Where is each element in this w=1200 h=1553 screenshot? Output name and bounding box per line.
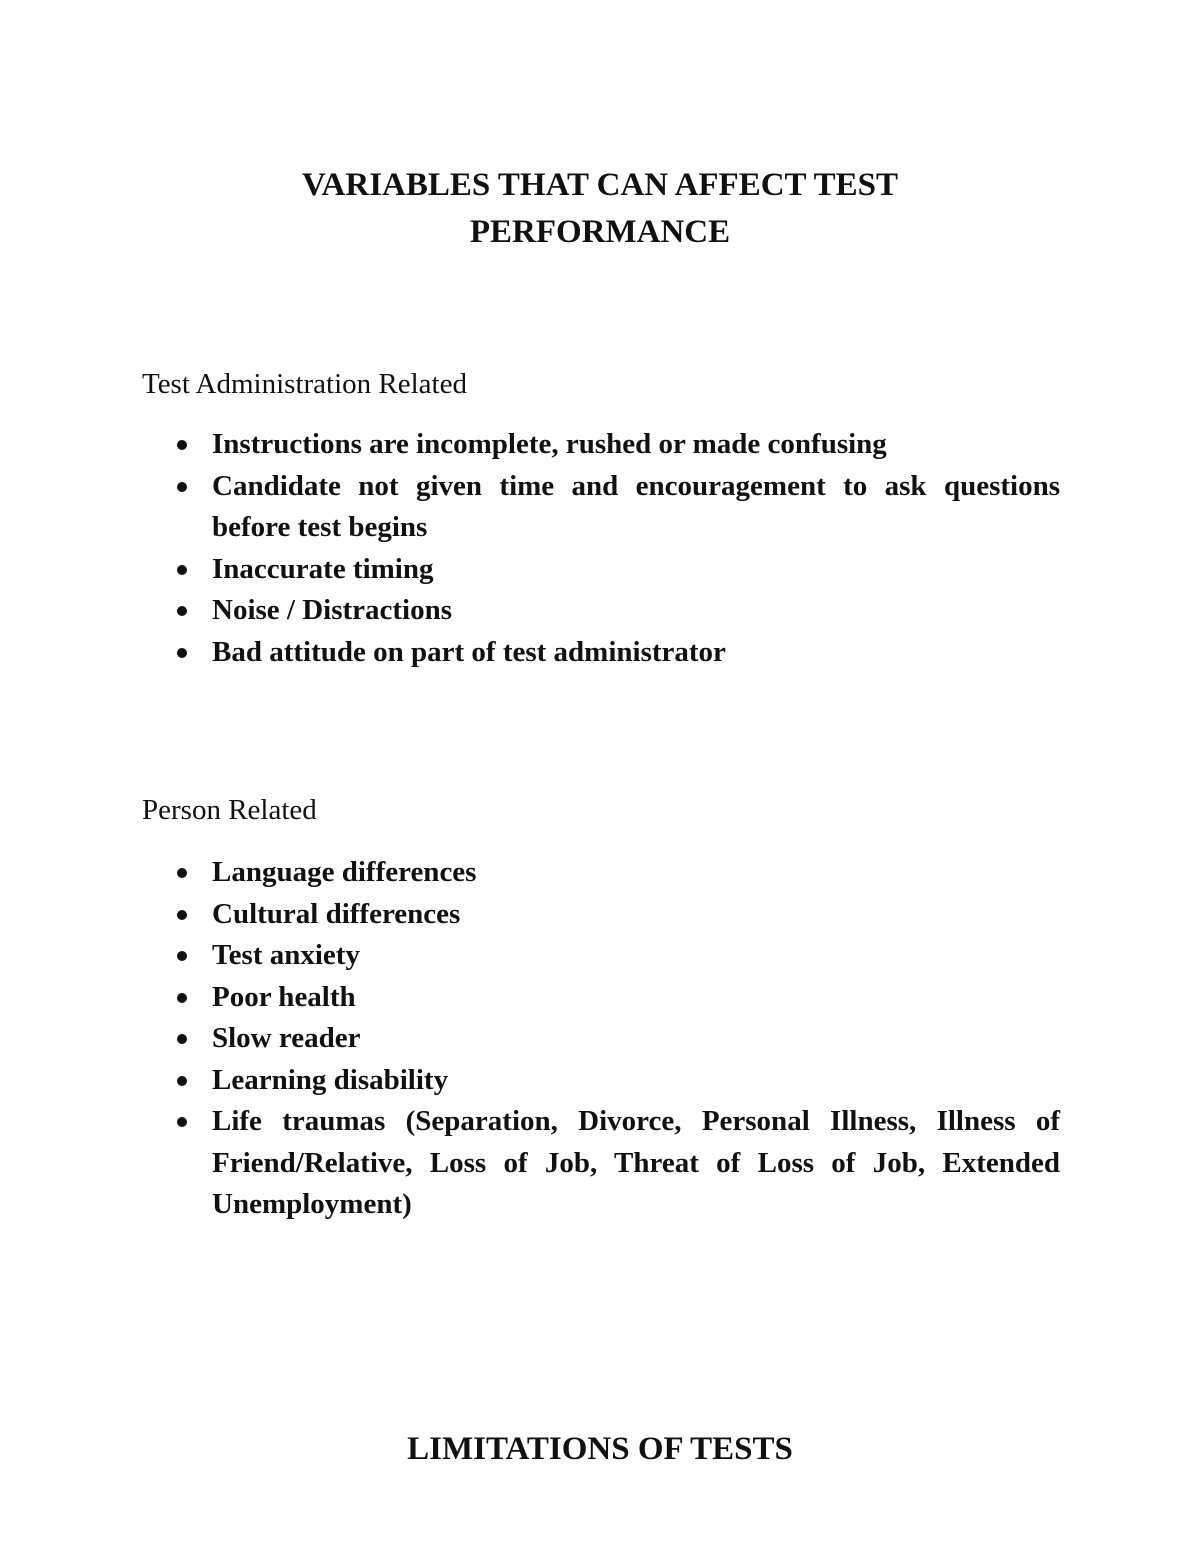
list-item bbox=[212, 894, 1060, 936]
list-item bbox=[212, 1060, 1060, 1102]
limitations-section-title: LIMITATIONS OF TESTS bbox=[407, 1431, 793, 1468]
page-title-line-1: VARIABLES THAT CAN AFFECT TEST bbox=[301, 167, 899, 204]
person-related-list bbox=[212, 852, 1060, 1226]
list-item-text: Test anxiety bbox=[212, 939, 360, 971]
bullet-icon bbox=[177, 440, 187, 450]
list-item bbox=[212, 977, 1060, 1019]
bullet-icon bbox=[177, 1034, 187, 1044]
bullet-icon bbox=[177, 910, 187, 920]
list-item-text: Noise / Distractions bbox=[212, 594, 453, 626]
list-item-text: Inaccurate timing bbox=[212, 552, 434, 585]
bullet-icon bbox=[177, 1076, 187, 1086]
list-item-text: Life traumas (Separation, Divorce, Personal Illness, Illness of Friend/Relative, Loss of Job, Threat of Loss of Job, Extended Unemployment) bbox=[212, 1105, 1060, 1220]
list-item bbox=[212, 632, 1060, 674]
list-item-text: Language differences bbox=[212, 856, 477, 888]
section-heading-test-administration: Test Administration Related bbox=[142, 368, 467, 400]
page-title-line-2: PERFORMANCE bbox=[469, 214, 731, 251]
bullet-icon bbox=[177, 868, 187, 878]
list-item-text: Poor health bbox=[212, 980, 356, 1013]
list-item-text: Candidate not given time and encouragement to ask questions before test begins bbox=[212, 469, 1060, 543]
list-item-text: Bad attitude on part of test administrator bbox=[212, 635, 726, 668]
bullet-icon bbox=[177, 648, 187, 658]
list-item bbox=[212, 1101, 1060, 1226]
list-item-text: Instructions are incomplete, rushed or made confusing bbox=[212, 428, 887, 460]
list-item bbox=[212, 852, 1060, 894]
test-administration-list bbox=[212, 424, 1060, 673]
bullet-icon bbox=[177, 993, 187, 1003]
list-item bbox=[212, 590, 1060, 632]
list-item bbox=[212, 424, 1060, 466]
list-item-text: Cultural differences bbox=[212, 897, 461, 930]
list-item-text: Slow reader bbox=[212, 1022, 361, 1054]
list-item-text: Learning disability bbox=[212, 1063, 449, 1096]
bullet-icon bbox=[177, 1117, 187, 1127]
list-item bbox=[212, 466, 1060, 549]
list-item bbox=[212, 549, 1060, 591]
section-heading-person: Person Related bbox=[142, 794, 317, 826]
list-item bbox=[212, 1018, 1060, 1060]
bullet-icon bbox=[177, 951, 187, 961]
bullet-icon bbox=[177, 482, 187, 492]
bullet-icon bbox=[177, 565, 187, 575]
list-item bbox=[212, 935, 1060, 977]
page-title bbox=[0, 162, 1200, 256]
bullet-icon bbox=[177, 606, 187, 616]
